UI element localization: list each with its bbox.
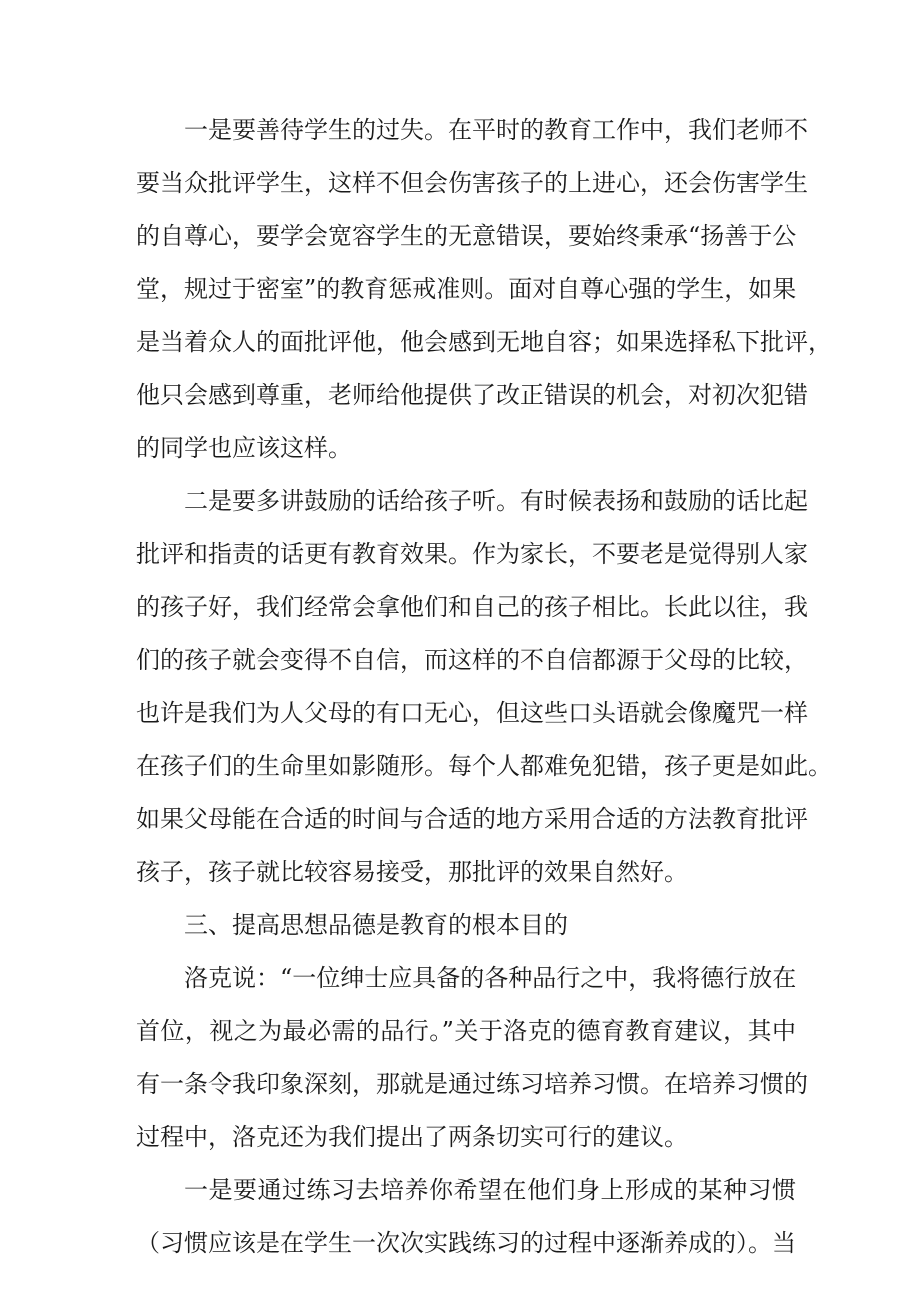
text-line: 的同学也应该这样。: [136, 434, 352, 462]
text-line: 有一条令我印象深刻，那就是通过练习培养习惯。在培养习惯的: [136, 1070, 808, 1098]
text-line: 在孩子们的生命里如影随形。每个人都难免犯错，孩子更是如此。: [136, 752, 832, 780]
text-line: 一是要善待学生的过失。在平时的教育工作中，我们老师不: [184, 116, 808, 144]
text-line: 要当众批评学生，这样不但会伤害孩子的上进心，还会伤害学生: [136, 169, 808, 197]
text-line: 洛克说：“一位绅士应具备的各种品行之中，我将德行放在: [184, 964, 797, 992]
text-line: 的孩子好，我们经常会拿他们和自己的孩子相比。长此以往，我: [136, 593, 808, 621]
text-line: 堂，规过于密室”的教育惩戒准则。面对自尊心强的学生，如果: [136, 275, 797, 303]
text-line: 一是要通过练习去培养你希望在他们身上形成的某种习惯: [184, 1176, 796, 1204]
text-line: 孩子，孩子就比较容易接受，那批评的效果自然好。: [136, 858, 688, 886]
text-line: 批评和指责的话更有教育效果。作为家长，不要老是觉得别人家: [136, 540, 808, 568]
text-line: 们的孩子就会变得不自信，而这样的不自信都源于父母的比较，: [136, 646, 808, 674]
text-line: 也许是我们为人父母的有口无心，但这些口头语就会像魔咒一样: [136, 699, 808, 727]
text-line: 他只会感到尊重，老师给他提供了改正错误的机会，对初次犯错: [136, 381, 808, 409]
text-line: 首位，视之为最必需的品行。”关于洛克的德育教育建议，其中: [136, 1017, 796, 1045]
text-line: 是当着众人的面批评他，他会感到无地自容；如果选择私下批评，: [136, 328, 832, 356]
section-heading: 三、提高思想品德是教育的根本目的: [184, 911, 568, 939]
text-line: 过程中，洛克还为我们提出了两条切实可行的建议。: [136, 1123, 688, 1151]
text-line: 二是要多讲鼓励的话给孩子听。有时候表扬和鼓励的话比起: [184, 487, 808, 515]
text-line: （习惯应该是在学生一次次实践练习的过程中逐渐养成的）。当: [136, 1229, 796, 1257]
text-line: 的自尊心，要学会宽容学生的无意错误，要始终秉承“扬善于公: [136, 222, 797, 250]
text-line: 如果父母能在合适的时间与合适的地方采用合适的方法教育批评: [136, 805, 808, 833]
